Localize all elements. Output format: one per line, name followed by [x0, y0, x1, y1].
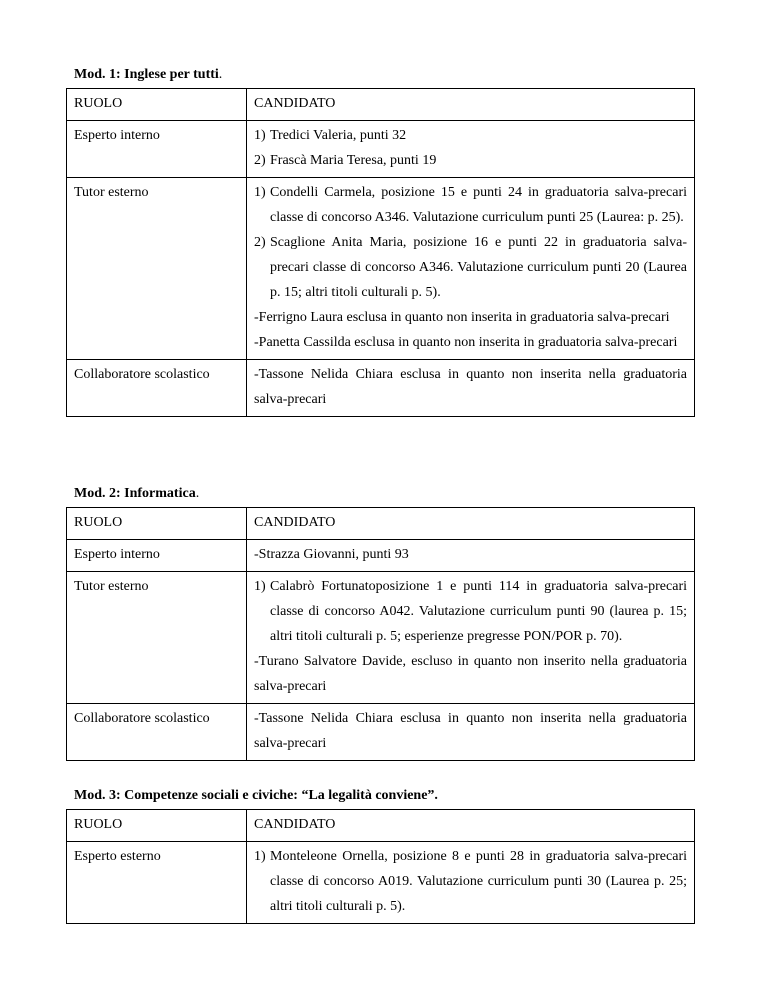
- candidate-entry: 1) Condelli Carmela, posizione 15 e punti 24 in graduatoria salva-precari classe di concorso A346. Valutazione curriculum punti 25 (Laurea: p. 25).: [254, 185, 687, 225]
- role-cell: Esperto esterno: [67, 842, 247, 924]
- candidate-entry: 2) Frascà Maria Teresa, punti 19: [254, 153, 437, 168]
- candidate-cell: [247, 704, 695, 761]
- candidate-cell: [247, 178, 695, 360]
- candidate-entry: 2) Scaglione Anita Maria, posizione 16 e punti 22 in graduatoria salva-precari classe di concorso A346. Valutazione curriculum punti 20 (Laurea p. 15; altri titoli culturali p. 5).: [254, 235, 687, 300]
- candidate-cell: [247, 121, 695, 178]
- excluded-note: -Ferrigno Laura esclusa in quanto non inserita in graduatoria salva-precari: [254, 310, 670, 325]
- table-header-row: [67, 89, 695, 121]
- excluded-note: -Panetta Cassilda esclusa in quanto non inserita in graduatoria salva-precari: [254, 335, 678, 350]
- role-cell: Collaboratore scolastico: [67, 704, 247, 761]
- role-cell: Esperto interno: [67, 540, 247, 572]
- header-ruolo: RUOLO: [67, 508, 247, 540]
- module-1-title: Mod. 1: Inglese per tutti.: [74, 67, 223, 82]
- table-row: [67, 540, 695, 572]
- table-row: [67, 360, 695, 417]
- role-cell: Esperto interno: [67, 121, 247, 178]
- role-cell: Collaboratore scolastico: [67, 360, 247, 417]
- candidate-cell: [247, 360, 695, 417]
- module-3-title: Mod. 3: Competenze sociali e civiche: “La legalità conviene”.: [74, 788, 438, 803]
- excluded-note: -Tassone Nelida Chiara esclusa in quanto non inserita nella graduatoria salva-precari: [254, 711, 687, 751]
- table-row: [67, 121, 695, 178]
- header-candidato: CANDIDATO: [247, 508, 695, 540]
- module-2-table: [66, 507, 695, 761]
- module-2-title: Mod. 2: Informatica.: [74, 486, 200, 501]
- candidate-cell: [247, 842, 695, 924]
- module-3-table: [66, 809, 695, 924]
- table-row: [67, 704, 695, 761]
- candidate-note: -Strazza Giovanni, punti 93: [254, 547, 409, 562]
- role-cell: Tutor esterno: [67, 572, 247, 704]
- table-header-row: [67, 810, 695, 842]
- table-row: [67, 842, 695, 924]
- role-cell: Tutor esterno: [67, 178, 247, 360]
- candidate-cell: [247, 572, 695, 704]
- header-ruolo: RUOLO: [67, 89, 247, 121]
- header-candidato: CANDIDATO: [247, 810, 695, 842]
- excluded-note: -Turano Salvatore Davide, escluso in quanto non inserito nella graduatoria salva-precari: [254, 654, 687, 694]
- candidate-entry: 1) Calabrò Fortunatoposizione 1 e punti 114 in graduatoria salva-precari classe di concorso A042. Valutazione curriculum punti 90 (laurea p. 15; altri titoli culturali p. 5; esperienze pregresse PON/POR p. 70).: [254, 579, 687, 644]
- table-row: [67, 178, 695, 360]
- header-ruolo: RUOLO: [67, 810, 247, 842]
- candidate-entry: 1) Tredici Valeria, punti 32: [254, 128, 407, 143]
- header-candidato: CANDIDATO: [247, 89, 695, 121]
- table-header-row: [67, 508, 695, 540]
- excluded-note: -Tassone Nelida Chiara esclusa in quanto non inserita nella graduatoria salva-precari: [254, 367, 687, 407]
- table-row: [67, 572, 695, 704]
- candidate-entry: 1) Monteleone Ornella, posizione 8 e punti 28 in graduatoria salva-precari classe di concorso A019. Valutazione curriculum punti 30 (Laurea p. 25; altri titoli culturali p. 5).: [254, 849, 687, 914]
- candidate-cell: [247, 540, 695, 572]
- module-1-table: [66, 88, 695, 417]
